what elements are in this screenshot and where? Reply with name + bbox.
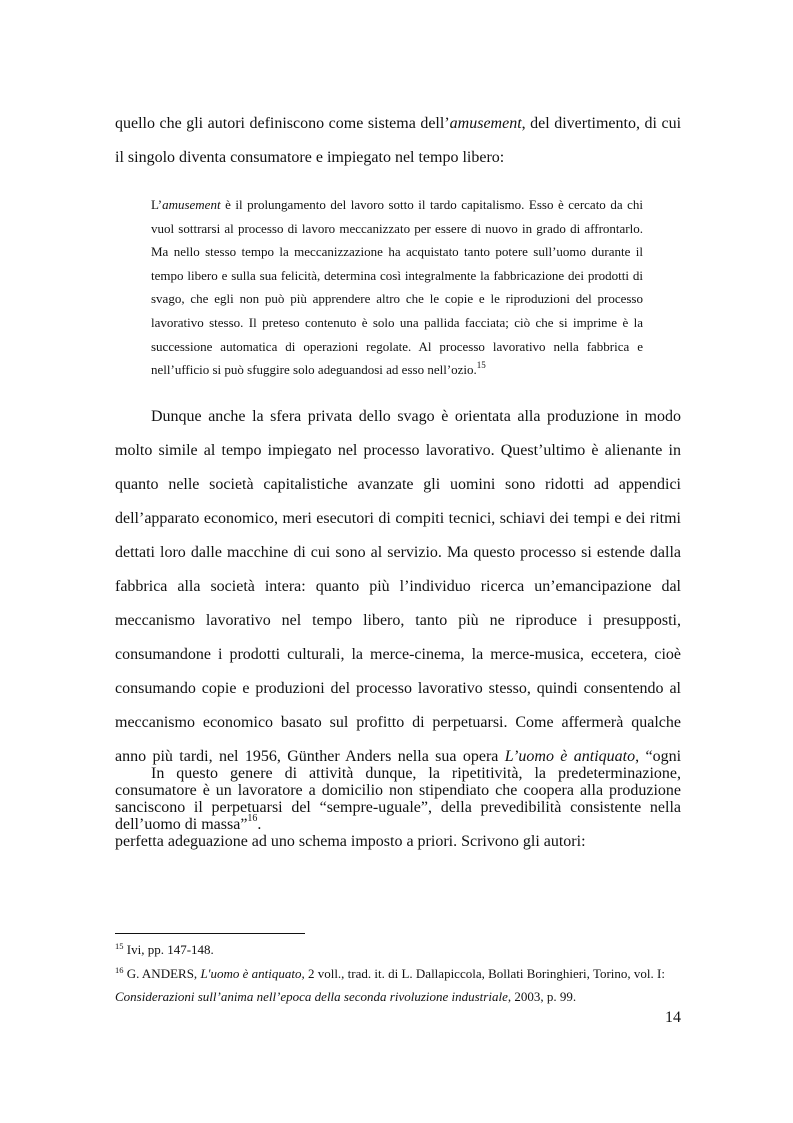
footnote-text-c: , 2003, p. 99.: [507, 989, 577, 1004]
body-paragraph-3: In questo genere di attività dunque, la ripetitività, la predeterminazione, sanciscono il perpetuarsi del “sempre-uguale”, della prevedibilità consistente nella perfetta adeguazione ad uno schema imposto a priori. Scrivono gli autori:: [115, 765, 681, 850]
footnote-text-a: G. ANDERS,: [123, 965, 201, 981]
footnote-number: 15: [115, 941, 124, 951]
footnote-ref-16[interactable]: 16: [247, 813, 258, 824]
footnote-book-title: L'uomo è antiquato,: [200, 965, 305, 981]
quote-text-b: è il prolungamento del lavoro sotto il tardo capitalismo. Esso è cercato da chi vuol sottrarsi al processo di lavoro meccanizzato per essere di nuovo in grado di affrontarlo. Ma nello stesso tempo la meccanizzazione ha acquistato tanto potere sull’uomo durante il tempo libero e sulla sua felicità, determina così integralmente la fabbricazione dei prodotti di svago, che egli non può più apprendere altro che le copie e le riproduzioni del processo lavorativo stesso. Il preteso contenuto è solo una pallida facciata; ciò che si imprime è la successione automatica di operazioni regolate. Al processo lavorativo nella fabbrica e nell’ufficio si può sfuggire solo adeguandosi ad esso nell’ozio.: [151, 197, 643, 378]
quote-emphasis: amusement: [162, 197, 221, 212]
p1-emphasis: amusement: [449, 115, 522, 132]
footnote-number: 16: [115, 964, 124, 975]
footnote-volume-title: Considerazioni sull’anima nell’epoca della seconda rivoluzione industriale: [115, 989, 508, 1004]
footnote-separator: [115, 933, 305, 934]
p3-book-title: L’uomo è antiquato: [504, 748, 636, 765]
quote-text-a: L’: [151, 197, 163, 212]
footnote-15: [115, 938, 681, 962]
footnote-ref-15[interactable]: 15: [476, 360, 486, 371]
footnote-text: Ivi, pp. 147-148.: [123, 942, 214, 957]
footnote-16: [115, 962, 681, 1009]
page-number: 14: [665, 1009, 681, 1026]
body-paragraph-1: [115, 107, 681, 175]
p3-text-c: .: [257, 816, 262, 833]
p1-text-b: , del divertimento, di cui il singolo diventa consumatore e impiegato nel tempo libero:: [115, 115, 682, 166]
p3-text-a: Dunque anche la sfera privata dello svago è orientata alla produzione in modo molto simile al tempo impiegato nel processo lavorativo. Quest’ultimo è alienante in quanto nelle società capitalistiche avanzate gli uomini sono ridotti ad appendici dell’apparato economico, meri esecutori di compiti tecnici, schiavi dei tempi e dei ritmi dettati loro dalle macchine di cui sono al servizio. Ma questo processo si estende dalla fabbrica alla società intera: quanto più l’individuo ricerca un’emancipazione dal meccanismo lavorativo nel tempo libero, tanto più ne riproduce i presupposti, consumandone i prodotti culturali, la merce-cinema, la merce-musica, eccetera, cioè consumando copie e produzioni del processo lavorativo stesso, quindi consentendo al meccanismo economico basato sul profitto di perpetuarsi. Come affermerà qualche anno più tardi, nel 1956, Günther Anders nella sua opera: [115, 408, 681, 765]
footnote-text-b: 2 voll., trad. it. di L. Dallapiccola, Bollati Boringhieri, Torino, vol. I:: [304, 965, 665, 981]
p3-text-b: , “ogni consumatore è un lavoratore a domicilio non stipendiato che coopera alla produzione dell’uomo di massa”: [115, 748, 682, 833]
block-quote: [151, 193, 643, 382]
footnotes: [115, 938, 681, 1009]
p1-text-a: quello che gli autori definiscono come sistema dell’: [115, 115, 450, 132]
